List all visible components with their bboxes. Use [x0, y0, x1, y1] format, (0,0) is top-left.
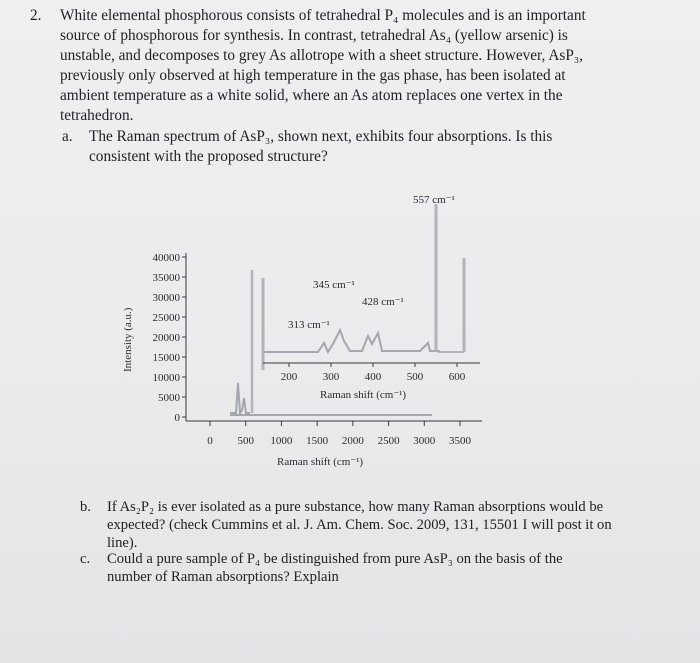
question-line: ambient temperature as a white solid, where an As atom replaces one vertex in the	[60, 87, 563, 104]
question-line: previously only observed at high temperature in the gas phase, has been isolated at	[60, 67, 566, 84]
question-line: tetrahedron.	[60, 107, 134, 124]
part-b-text	[107, 498, 682, 552]
x-tick-label: 0	[207, 435, 213, 447]
y-tick-label: 5000	[158, 392, 180, 404]
y-axis-label: Intensity (a.u.)	[122, 307, 134, 372]
part-c-text	[107, 550, 682, 586]
question-line: unstable, and decomposes to grey As allotrope with a sheet structure. However, AsP₃,	[60, 47, 583, 64]
peak-label-345: 345 cm⁻¹	[313, 279, 355, 291]
inset-tick-label: 400	[364, 371, 382, 383]
y-tick-label: 30000	[152, 292, 180, 304]
part-c-line: number of Raman absorptions? Explain	[107, 569, 339, 585]
y-tick-label: 25000	[152, 312, 180, 324]
question-line: White elemental phosphorous consists of tetrahedral P₄ molecules and is an important	[60, 7, 586, 24]
part-c-line: Could a pure sample of P₄ be distinguished from pure AsP₃ on the basis of the	[107, 551, 563, 567]
x-axis-label: Raman shift (cm⁻¹)	[277, 456, 364, 468]
inset-tick-label: 300	[322, 371, 340, 383]
x-tick-label: 3000	[413, 435, 436, 447]
y-tick-label: 20000	[152, 332, 180, 344]
y-tick-label: 35000	[152, 272, 180, 284]
inset-trace	[263, 330, 440, 352]
x-tick-label: 2000	[341, 435, 364, 447]
question-line: source of phosphorous for synthesis. In contrast, tetrahedral As₄ (yellow arsenic) is	[60, 27, 568, 44]
part-a-line: consistent with the proposed structure?	[89, 148, 328, 165]
part-a-line: The Raman spectrum of AsP₃, shown next, exhibits four absorptions. Is this	[89, 128, 553, 145]
part-c-label: c.	[80, 551, 91, 567]
inset-tick-label: 600	[448, 371, 466, 383]
part-b-label: b.	[80, 499, 91, 515]
peak-label-557: 557 cm⁻¹	[413, 194, 455, 206]
question-number: 2.	[30, 7, 42, 24]
y-tick-label: 10000	[152, 372, 180, 384]
part-b-line: expected? (check Cummins et al. J. Am. Chem. Soc. 2009, 131, 15501 I will post it on	[107, 517, 612, 533]
peak-label-313: 313 cm⁻¹	[288, 319, 330, 331]
x-tick-label: 1000	[270, 435, 293, 447]
inset-x-axis-label: Raman shift (cm⁻¹)	[320, 389, 407, 401]
inset-tick-label: 200	[280, 371, 298, 383]
spectrum-main-trace	[230, 383, 250, 413]
x-tick-label: 500	[237, 435, 254, 447]
part-a-label: a.	[62, 128, 73, 145]
x-tick-label: 1500	[306, 435, 329, 447]
y-tick-label: 15000	[152, 352, 180, 364]
y-tick-label: 40000	[152, 252, 180, 264]
part-b-line: If As₂P₂ is ever isolated as a pure substance, how many Raman absorptions would be	[107, 499, 604, 515]
x-tick-label: 3500	[449, 435, 471, 447]
inset-tick-label: 500	[406, 371, 424, 383]
peak-label-428: 428 cm⁻¹	[362, 296, 404, 308]
y-tick-label: 0	[174, 412, 180, 424]
x-tick-label: 2500	[377, 435, 400, 447]
part-b-line: line).	[107, 535, 138, 551]
